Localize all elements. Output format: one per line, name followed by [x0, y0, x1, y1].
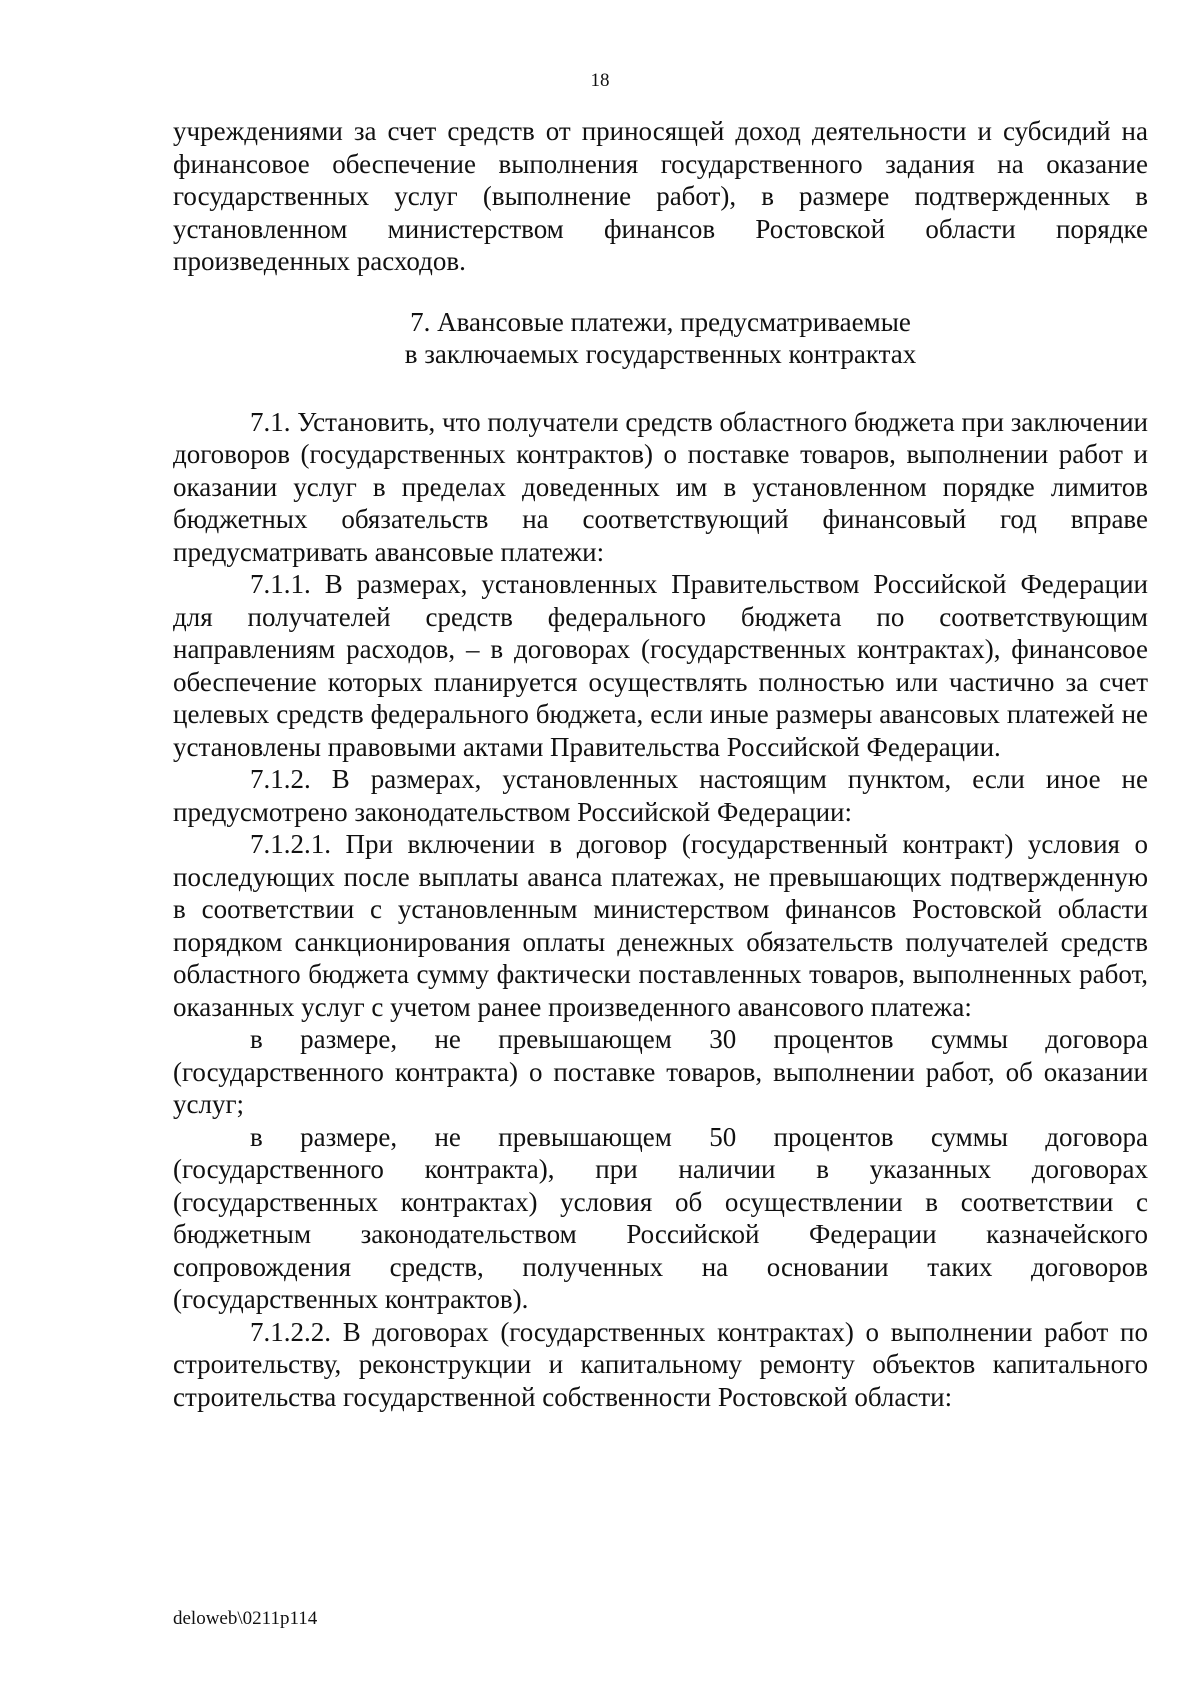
document-footer-code: deloweb\0211p114	[173, 1608, 318, 1629]
paragraph-7-1: 7.1. Установить, что получатели средств областного бюджета при заключении договоров (государственных контрактов) о поставке товаров, выполнении работ и оказании услуг в пределах доведенных им в установленном порядке лимитов бюджетных обязательств на соответствующий финансовый год вправе предусматривать авансовые платежи:	[173, 406, 1148, 567]
section-heading-line-1: 7. Авансовые платежи, предусматриваемые	[410, 306, 911, 337]
paragraph-50-percent: в размере, не превышающем 50 процентов суммы договора (государственного контракта), при наличии в указанных договорах (государственных контрактах) условия об осуществлении в соответствии с бюджетным законодательством Российской Федерации казначейского сопровождения средств, полученных на основании таких договоров (государственных контрактов).	[173, 1121, 1148, 1314]
paragraph-7-1-2: 7.1.2. В размерах, установленных настоящим пунктом, если иное не предусмотрено законодательством Российской Федерации:	[173, 764, 1148, 827]
page-number: 18	[590, 70, 610, 91]
paragraph-7-1-2-1: 7.1.2.1. При включении в договор (государственный контракт) условия о последующих после выплаты аванса платежах, не превышающих подтвержденную в соответствии с установленным министерством финансов Ростовской области порядком санкционирования оплаты денежных обязательств получателей средств областного бюджета сумму фактически поставленных товаров, выполненных работ, оказанных услуг с учетом ранее произведенного авансового платежа:	[173, 829, 1148, 1022]
section-heading-line-2: в заключаемых государственных контрактах	[404, 339, 917, 369]
paragraph-30-percent: в размере, не превышающем 30 процентов суммы договора (государственного контракта) о поставке товаров, выполнении работ, об оказании услуг;	[173, 1024, 1148, 1119]
paragraph-continuation: учреждениями за счет средств от приносящей доход деятельности и субсидий на финансовое обеспечение выполнения государственного задания на оказание государственных услуг (выполнение работ), в размере подтвержденных в установленном министерством финансов Ростовской области порядке произведенных расходов.	[173, 116, 1148, 276]
section-heading	[173, 306, 1148, 371]
document-body	[173, 115, 1148, 1413]
paragraph-7-1-2-2: 7.1.2.2. В договорах (государственных контрактах) о выполнении работ по строительству, реконструкции и капитальному ремонту объектов капитального строительства государственной собственности Ростовской области:	[173, 1316, 1148, 1412]
paragraph-7-1-1: 7.1.1. В размерах, установленных Правительством Российской Федерации для получателей средств федерального бюджета по соответствующим направлениям расходов, – в договорах (государственных контрактах), финансовое обеспечение которых планируется осуществлять полностью или частично за счет целевых средств федерального бюджета, если иные размеры авансовых платежей не установлены правовыми актами Правительства Российской Федерации.	[173, 569, 1148, 762]
